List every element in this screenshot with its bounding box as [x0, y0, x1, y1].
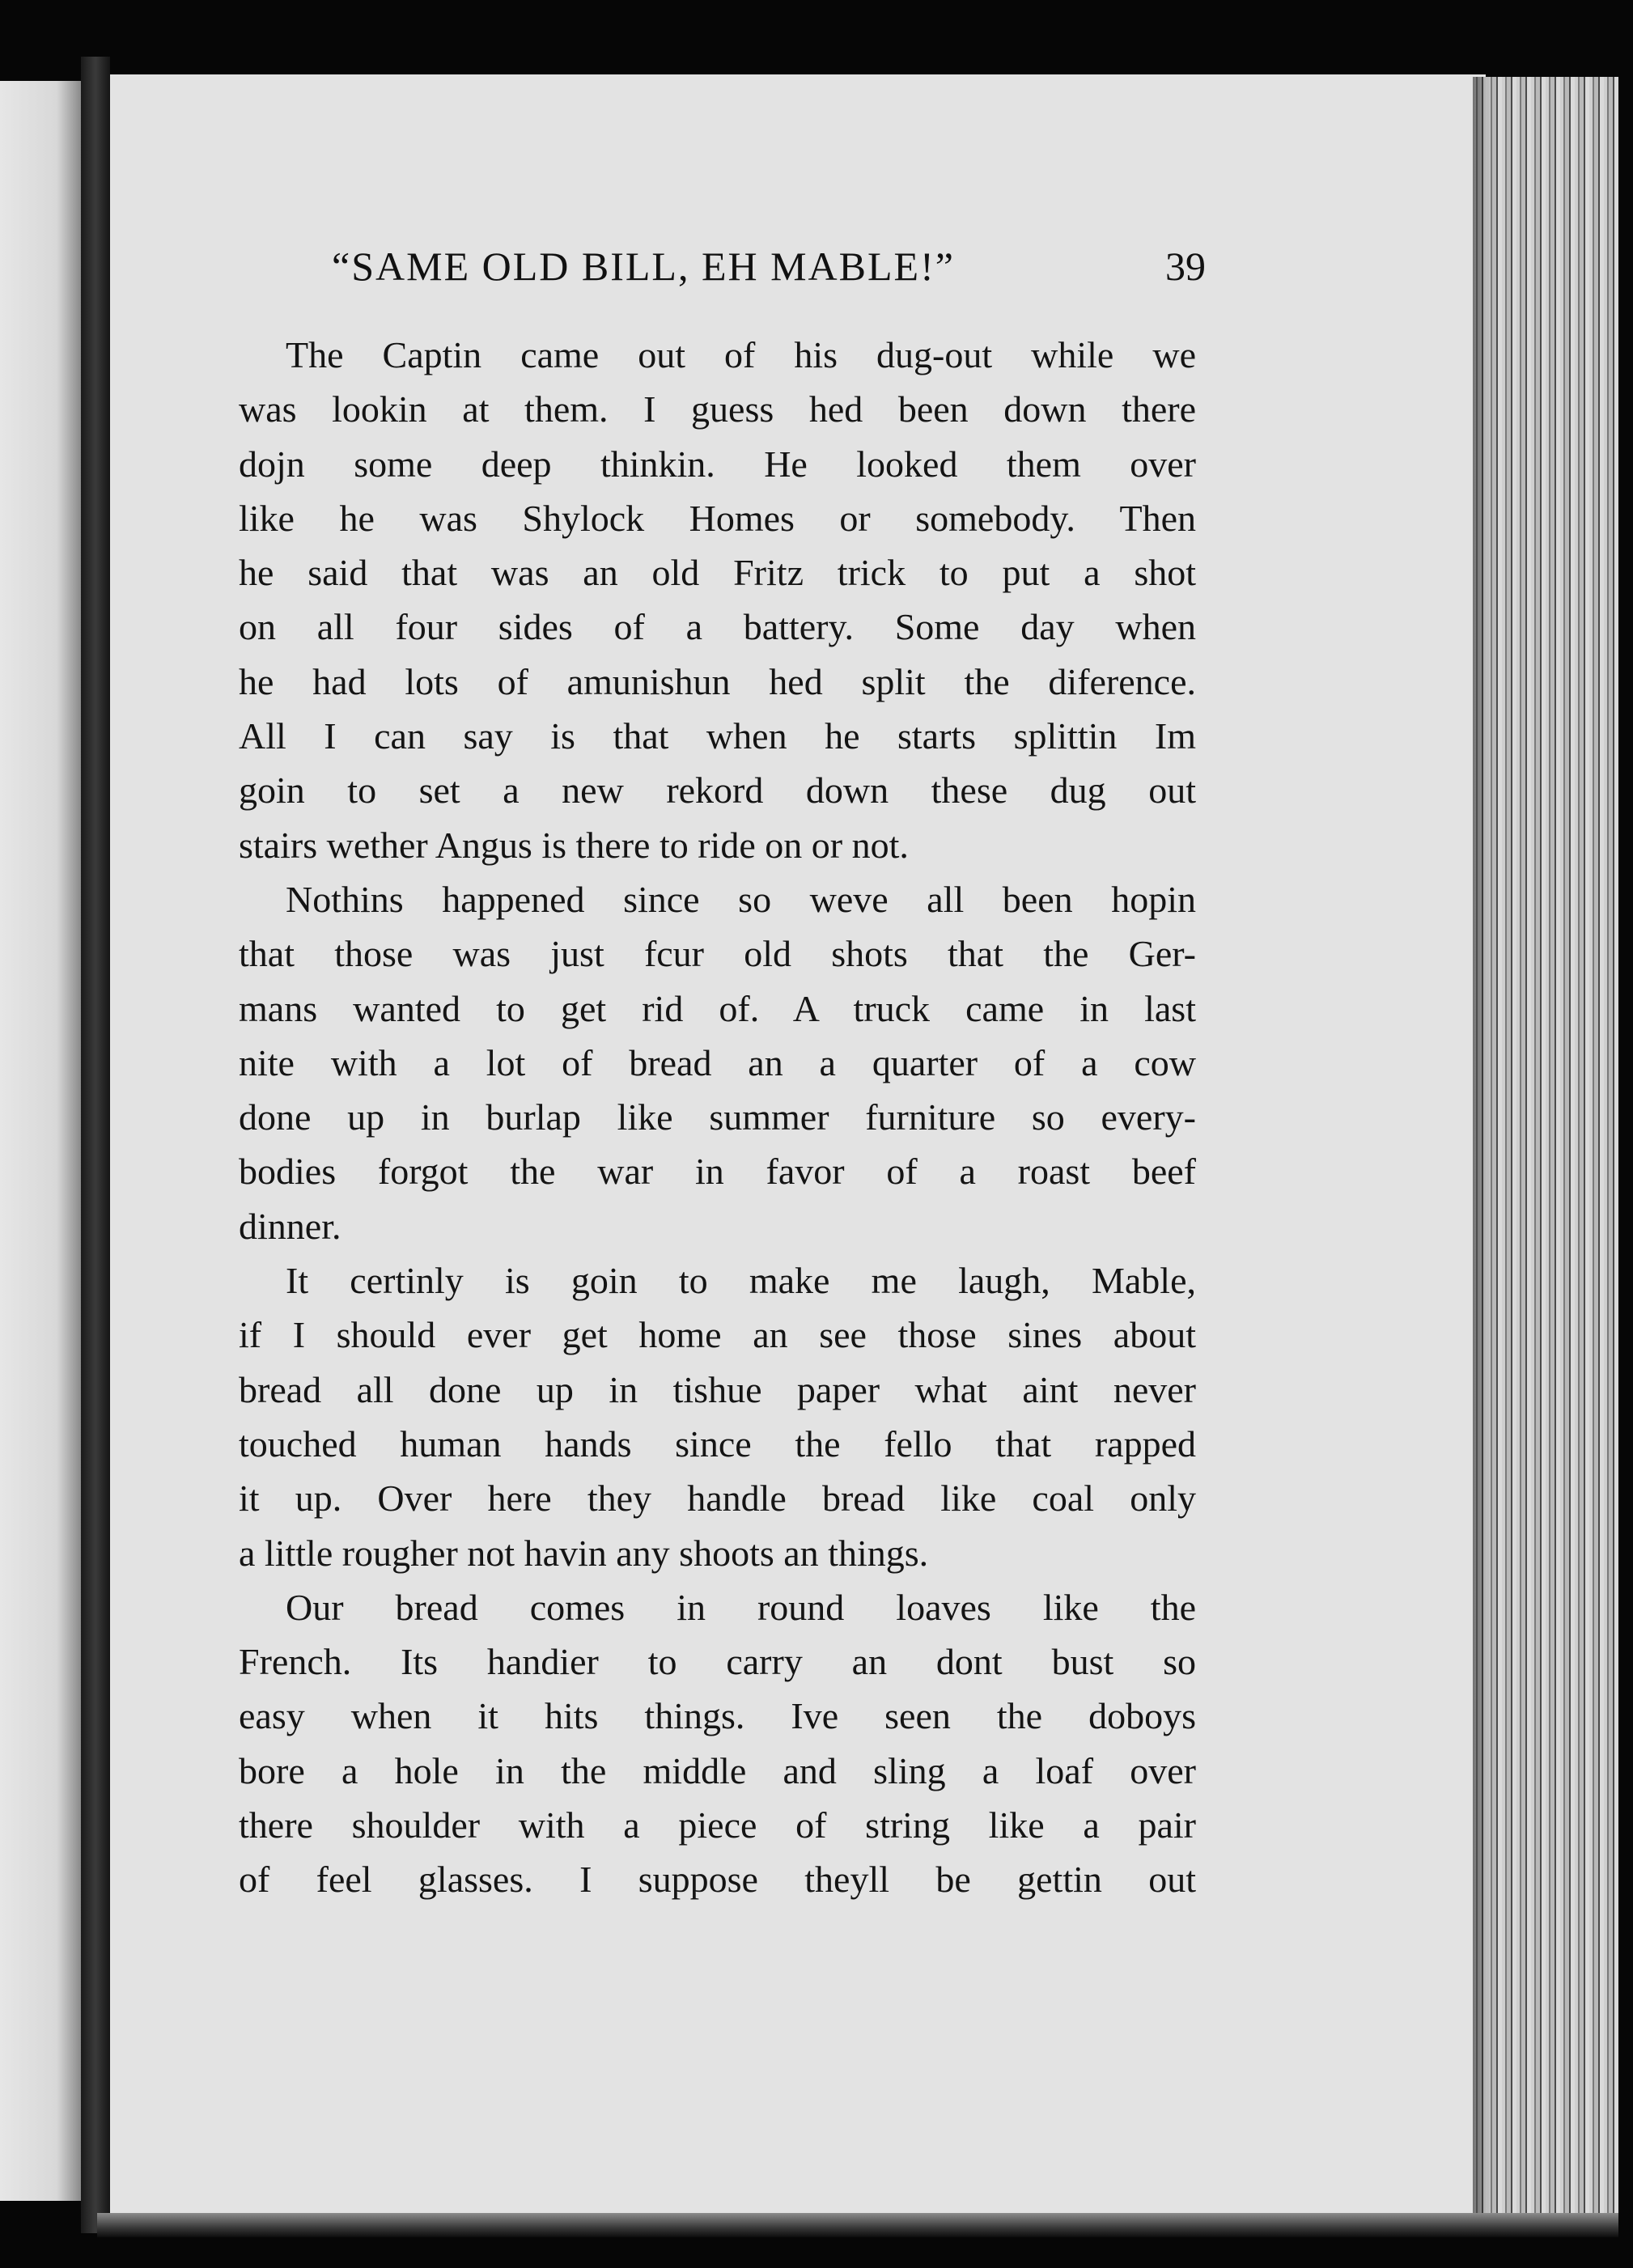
- text-line: was lookin at them. I guess hed been down there: [239, 388, 1196, 430]
- text-line: dinner.: [239, 1205, 341, 1247]
- text-line: French. Its handier to carry an dont bust so: [239, 1641, 1196, 1683]
- text-line: on all four sides of a battery. Some day when: [239, 606, 1196, 648]
- text-line: mans wanted to get rid of. A truck came in last: [239, 987, 1196, 1029]
- text-line: easy when it hits things. Ive seen the doboys: [239, 1695, 1196, 1737]
- text-line: that those was just fcur old shots that the Ger-: [239, 933, 1196, 975]
- text-line: bore a hole in the middle and sling a loaf over: [239, 1749, 1196, 1791]
- page-number: 39: [1165, 244, 1206, 289]
- text-line: Our bread comes in round loaves like the: [286, 1586, 1196, 1628]
- page-edge-shadow: [1473, 77, 1492, 2213]
- text-line: Nothins happened since so weve all been hopin: [286, 878, 1196, 920]
- text-line: nite with a lot of bread an a quarter of a cow: [239, 1041, 1196, 1083]
- book-gutter: [81, 57, 110, 2233]
- text-line: it up. Over here they handle bread like coal only: [239, 1477, 1196, 1520]
- page-header: [332, 243, 1206, 299]
- text-line: if I should ever get home an see those sines about: [239, 1314, 1196, 1356]
- text-line: there shoulder with a piece of string like a pair: [239, 1804, 1196, 1846]
- facing-page-edge: [0, 81, 86, 2201]
- text-line: he said that was an old Fritz trick to put a shot: [239, 552, 1196, 594]
- text-line: like he was Shylock Homes or somebody. Then: [239, 497, 1196, 539]
- text-line: It certinly is goin to make me laugh, Mable,: [286, 1260, 1196, 1302]
- text-line: All I can say is that when he starts splittin Im: [239, 715, 1196, 757]
- text-line: bodies forgot the war in favor of a roast beef: [239, 1151, 1196, 1193]
- text-line: bread all done up in tishue paper what aint never: [239, 1368, 1196, 1410]
- text-line: done up in burlap like summer furniture so every-: [239, 1096, 1196, 1138]
- body-text: [239, 328, 1196, 1907]
- text-line: a little rougher not havin any shoots an things.: [239, 1532, 929, 1574]
- text-line: of feel glasses. I suppose theyll be gettin out: [239, 1859, 1196, 1901]
- text-line: goin to set a new rekord down these dug out: [239, 769, 1196, 812]
- text-line: stairs wether Angus is there to ride on or not.: [239, 824, 909, 866]
- running-title: “SAME OLD BILL, EH MABLE!”: [332, 244, 955, 289]
- text-line: The Captin came out of his dug-out while we: [286, 334, 1196, 375]
- text-line: he had lots of amunishun hed split the diference.: [239, 660, 1196, 702]
- text-line: touched human hands since the fello that rapped: [239, 1422, 1196, 1465]
- page-leaves-edge: [1473, 77, 1618, 2213]
- book-bottom-edge: [97, 2213, 1618, 2237]
- text-line: dojn some deep thinkin. He looked them over: [239, 443, 1196, 485]
